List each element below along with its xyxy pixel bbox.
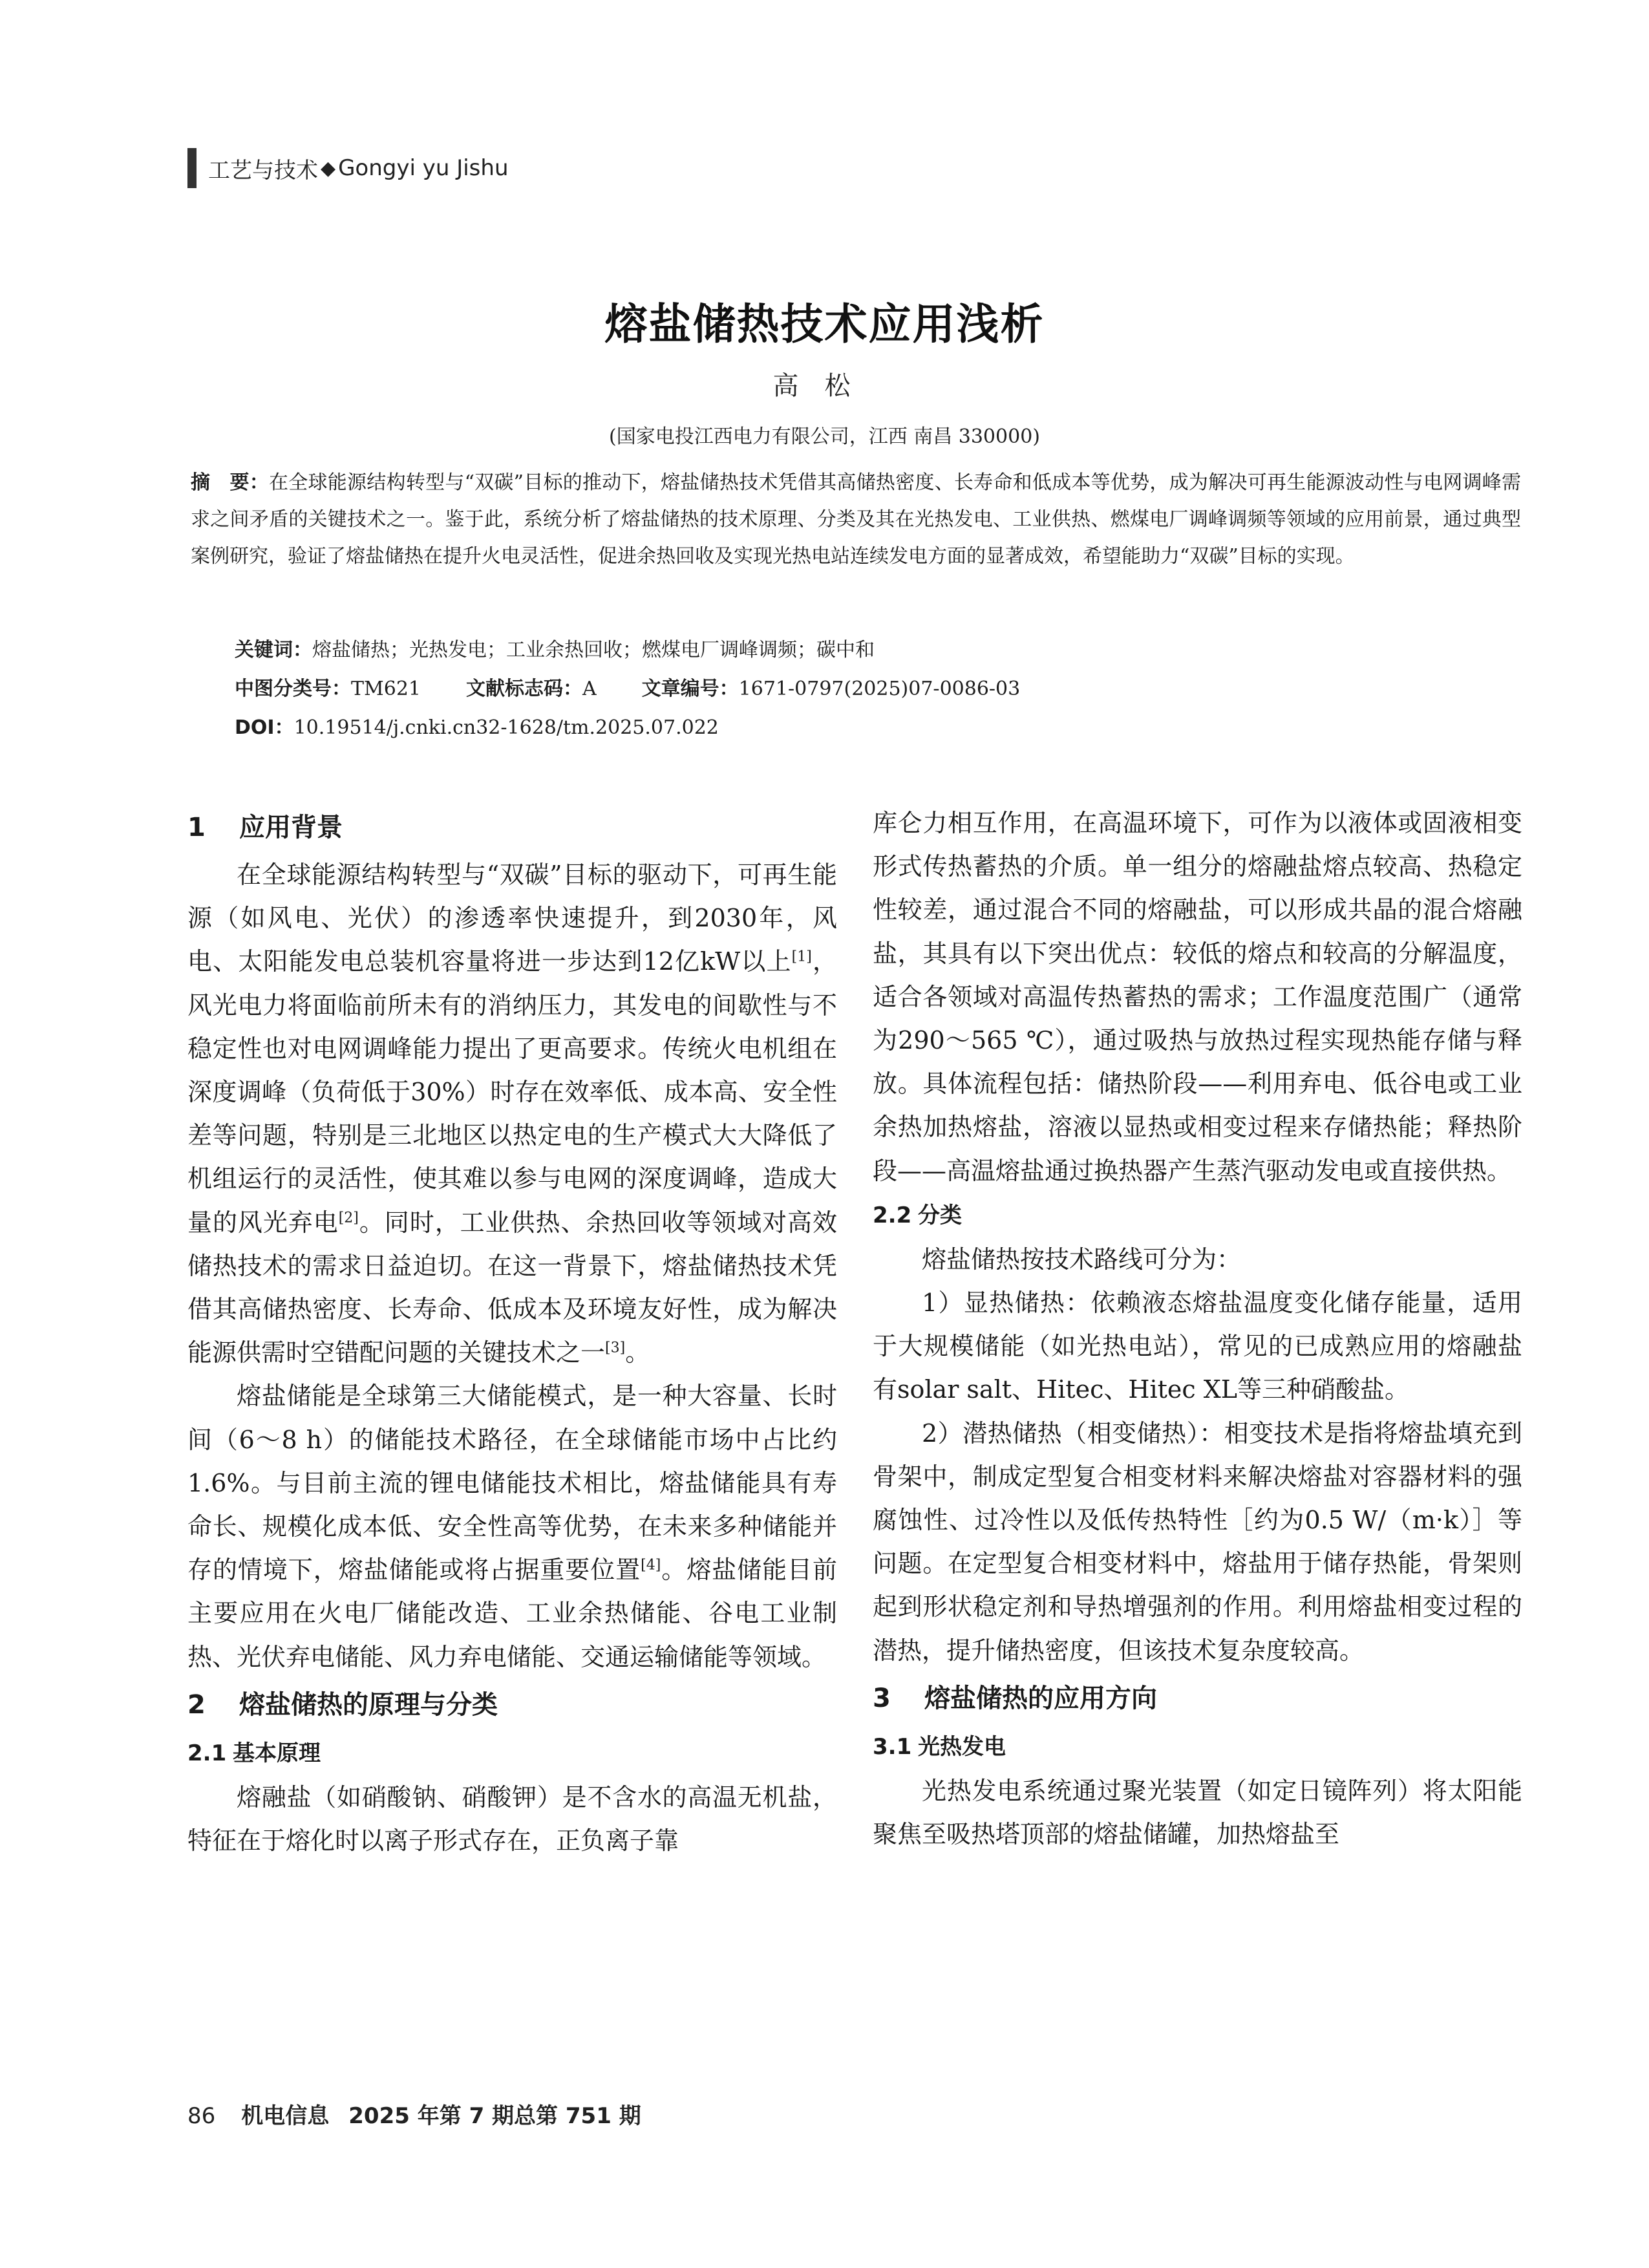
paragraph: 1）显热储热：依赖液态熔盐温度变化储存能量，适用于大规模储能（如光热电站），常见的已成熟应用的熔融盐有solar salt、Hitec、Hitec XL等三种硝酸盐。 — [873, 1289, 1522, 1404]
doi-label: DOI： — [235, 716, 294, 739]
section-3-heading: 3 熔盐储热的应用方向 — [873, 1683, 1157, 1713]
paragraph: 库仑力相互作用，在高温环境下，可作为以液体或固液相变形式传热蓄热的介质。单一组分的熔融盐熔点较高、热稳定性较差，通过混合不同的熔融盐，可以形成共晶的混合熔融盐，其具有以下突出优点：较低的熔点和较高的分解温度，适合各领域对高温传热蓄热的需求；工作温度范围广（通常为290～565 ℃），通过吸热与放热过程实现热能存储与释放。具体流程包括：储热阶段——利用弃电、低谷电或工业余热加热熔盐，溶液以显热或相变过程来存储热能；释热阶段——高温熔盐通过换热器产生蒸汽驱动发电或直接供热。 — [873, 809, 1522, 1185]
issue-info: 2025 年第 7 期总第 751 期 — [348, 2103, 641, 2129]
section-2-1-heading: 2.1 基本原理 — [187, 1740, 321, 1766]
paragraph: 光热发电系统通过聚光装置（如定日镜阵列）将太阳能聚焦至吸热塔顶部的熔盐储罐，加热熔盐至 — [873, 1776, 1522, 1849]
affiliation: (国家电投江西电力有限公司，江西 南昌 330000) — [608, 425, 1040, 448]
running-header — [187, 147, 509, 189]
abstract-text: 在全球能源结构转型与“双碳”目标的推动下，熔盐储热技术凭借其高储热密度、长寿命和低成本等优势，成为解决可再生能源波动性与电网调峰需求之间矛盾的关键技术之一。鉴于此，系统分析了熔盐储热的技术原理、分类及其在光热发电、工业供热、燃煤电厂调峰调频等领域的应用前景，通过典型案例研究，验证了熔盐储热在提升火电灵活性，促进余热回收及实现光热电站连续发电方面的显著成效，希望能助力“双碳”目标的实现。 — [191, 471, 1522, 568]
page-footer — [187, 2098, 641, 2130]
page-number: 86 — [187, 2103, 216, 2129]
citation-4: [4] — [641, 1557, 661, 1574]
journal-name: 机电信息 — [241, 2103, 330, 2129]
doc-code-label: 文献标志码： — [466, 678, 582, 700]
paragraph: 在全球能源结构转型与“双碳”目标的驱动下，可再生能源（如风电、光伏）的渗透率快速提升，到2030年，风电、太阳能发电总装机容量将进一步达到12亿kW以上[1]，风光电力将面临前所未有的消纳压力，其发电的间歇性与不稳定性也对电网调峰能力提出了更高要求。传统火电机组在深度调峰（负荷低于30%）时存在效率低、成本高、安全性差等问题，特别是三北地区以热定电的生产模式大大降低了机组运行的灵活性，使其难以参与电网的深度调峰，造成大量的风光弃电[2]。同时，工业供热、余热回收等领域对高效储热技术的需求日益迫切。在这一背景下，熔盐储热技术凭借其高储热密度、长寿命、低成本及环境友好性，成为解决能源供需时空错配问题的关键技术之一[3]。 — [187, 861, 837, 1367]
doc-code-value: A — [582, 678, 597, 700]
header-bar-mark — [187, 148, 197, 188]
keywords-label: 关键词： — [235, 639, 312, 661]
paragraph: 2）潜热储热（相变储热）：相变技术是指将熔盐填充到骨架中，制成定型复合相变材料来解决熔盐对容器材料的强腐蚀性、过冷性以及低传热特性［约为0.5 W/（m·k）］等问题。在定型复合相变材料中，熔盐用于储存热能，骨架则起到形状稳定剂和导热增强剂的作用。利用熔盐相变过程的潜热，提升储热密度，但该技术复杂度较高。 — [873, 1418, 1522, 1665]
abstract — [191, 464, 1521, 575]
doi-value: 10.19514/j.cnki.cn32-1628/tm.2025.07.022 — [293, 716, 719, 739]
clc-value: TM621 — [351, 678, 421, 700]
article-number-value: 1671-0797(2025)07-0086-03 — [738, 678, 1021, 700]
keywords — [235, 634, 875, 662]
author: 高松 — [772, 371, 877, 401]
paragraph: 熔融盐（如硝酸钠、硝酸钾）是不含水的高温无机盐，特征在于熔化时以离子形式存在，正负离子靠 — [187, 1782, 837, 1856]
citation-1: [1] — [791, 948, 812, 965]
citation-3: [3] — [605, 1340, 626, 1356]
paragraph: 熔盐储热按技术路线可分为： — [922, 1245, 1242, 1274]
paragraph: 熔盐储能是全球第三大储能模式，是一种大容量、长时间（6～8 h）的储能技术路径，在全球储能市场中占比约1.6%。与目前主流的锂电储能技术相比，熔盐储能具有寿命长、规模化成本低、安全性高等优势，在未来多种储能并存的情境下，熔盐储能或将占据重要位置[4]。熔盐储能目前主要应用在火电厂储能改造、工业余热储能、谷电工业制热、光伏弃电储能、风力弃电储能、交通运输储能等领域。 — [187, 1382, 837, 1671]
section-1-heading: 1 应用背景 — [187, 813, 343, 842]
abstract-label: 摘 要： — [191, 471, 270, 494]
header-section-en: Gongyi yu Jishu — [338, 155, 509, 181]
left-column — [187, 802, 837, 1863]
doi-line — [235, 711, 719, 740]
diamond-icon: ◆ — [321, 156, 336, 180]
article-number-label: 文章编号： — [641, 678, 739, 700]
right-column — [873, 802, 1522, 1856]
classification-line — [235, 672, 1020, 701]
citation-2: [2] — [338, 1209, 359, 1226]
section-2-2-heading: 2.2 分类 — [873, 1202, 962, 1228]
section-2-heading: 2 熔盐储热的原理与分类 — [187, 1689, 498, 1720]
section-3-1-heading: 3.1 光热发电 — [873, 1733, 1006, 1760]
header-section-cn: 工艺与技术 — [208, 157, 318, 184]
clc-label: 中图分类号： — [235, 678, 351, 700]
keywords-text: 熔盐储热；光热发电；工业余热回收；燃煤电厂调峰调频；碳中和 — [312, 639, 875, 661]
paper-title: 熔盐储热技术应用浅析 — [604, 299, 1045, 349]
